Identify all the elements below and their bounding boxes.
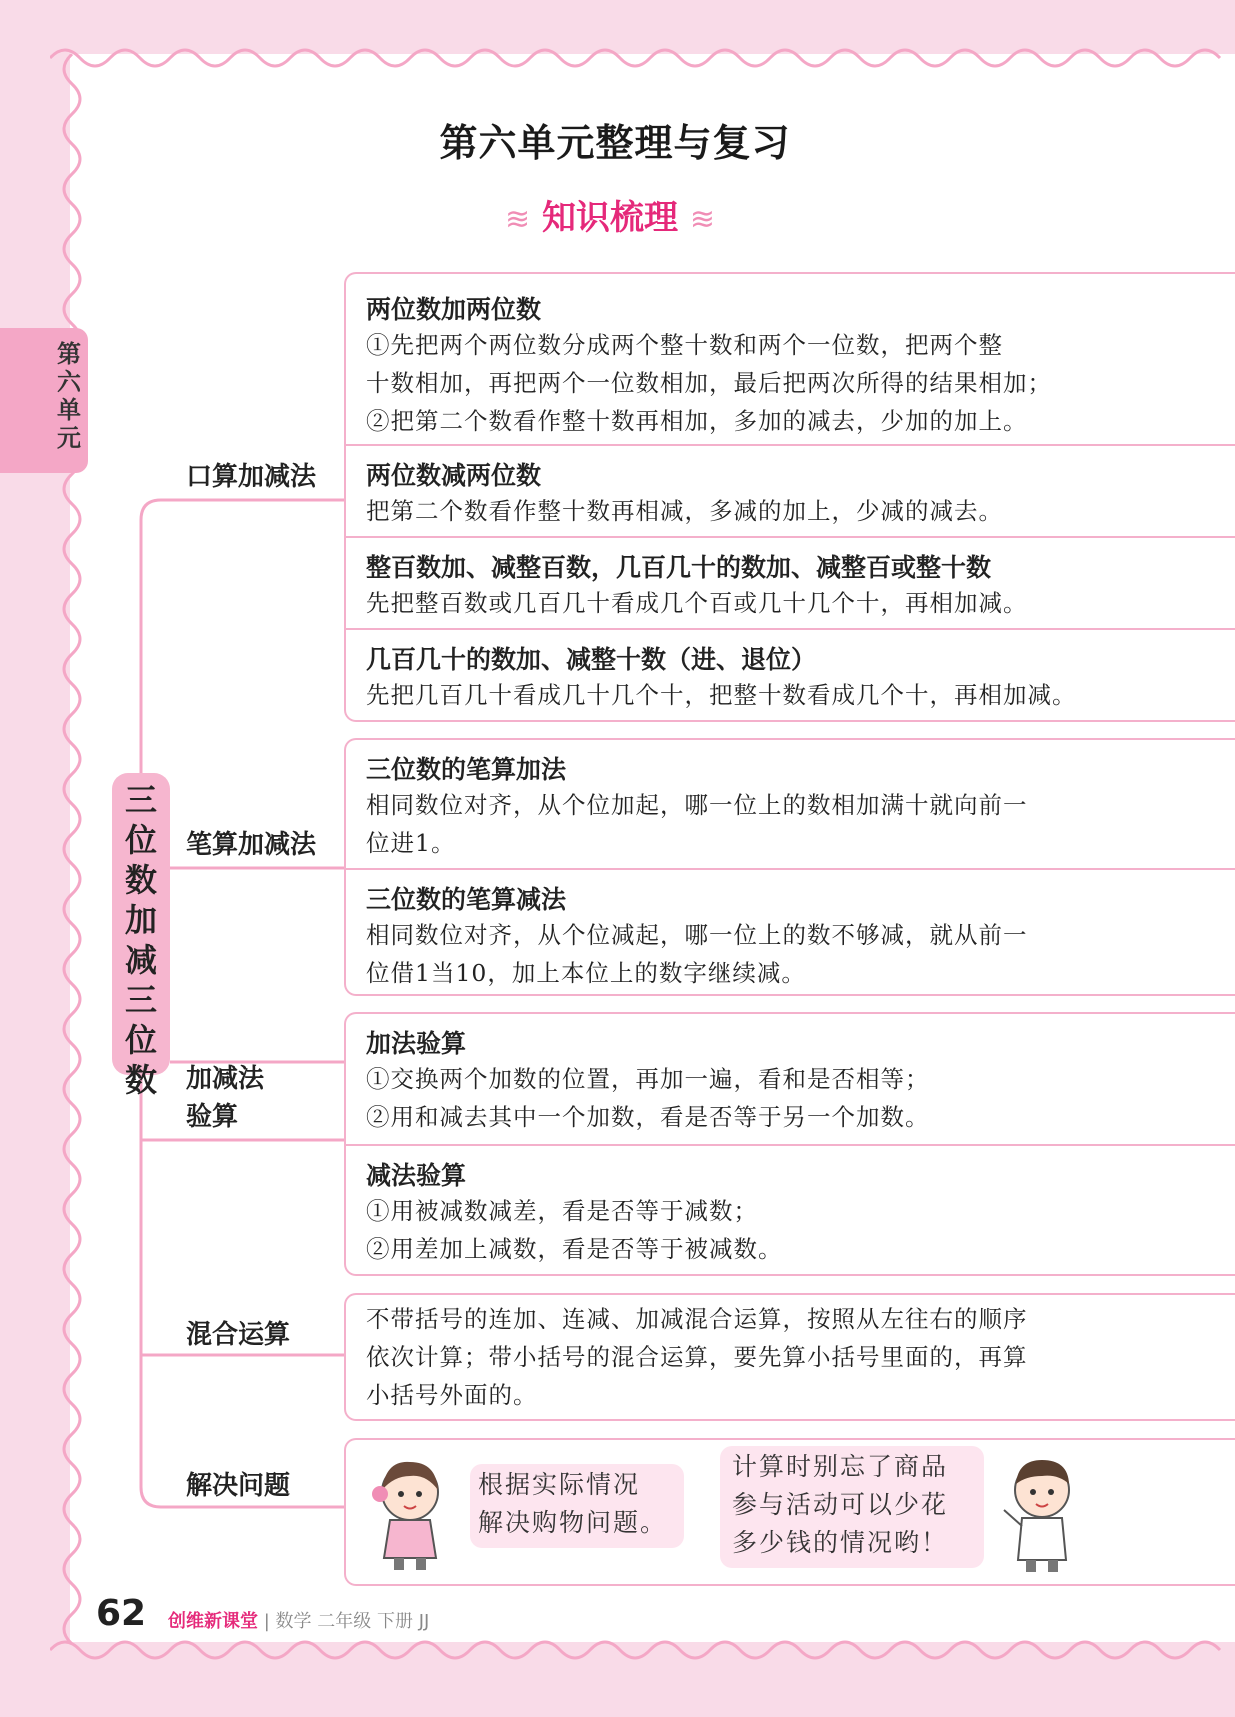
- oral-section-3: [346, 536, 1235, 630]
- text-line: ①先把两个两位数分成两个整十数和两个一位数，把两个整: [366, 331, 1003, 359]
- text-line: 解决购物问题。: [478, 1508, 668, 1537]
- text-line: ②用和减去其中一个加数，看是否等于另一个加数。: [366, 1103, 930, 1131]
- wave-deco-left-icon: ≋: [505, 202, 531, 237]
- text-line: 位进1。: [366, 829, 456, 857]
- text-line: ②把第二个数看作整十数再相加，多加的减去，少加的加上。: [366, 407, 1028, 435]
- oral-section-3-text: [366, 584, 1226, 622]
- check-section-1: [346, 1014, 1235, 1144]
- root-topic-label: 三位数加减三位数: [124, 781, 157, 1099]
- category-written: 笔算加减法: [186, 830, 317, 860]
- page-title: 第六单元整理与复习: [439, 121, 791, 165]
- footer-info: [168, 1607, 429, 1633]
- oral-section-4: [346, 628, 1235, 722]
- girl-speech-bubble: [470, 1464, 684, 1548]
- wave-deco-right-icon: ≋: [689, 202, 715, 237]
- oral-section-1: [346, 274, 1235, 444]
- category-mixed: 混合运算: [186, 1320, 291, 1350]
- written-section-2-title: 三位数的笔算减法: [366, 885, 567, 914]
- written-section-2: [346, 868, 1235, 996]
- boy-illustration: [996, 1452, 1086, 1576]
- text-line: ②用差加上减数，看是否等于被减数。: [366, 1235, 783, 1263]
- written-section-1: [346, 740, 1235, 868]
- category-check-line1: 加减法: [186, 1064, 265, 1094]
- footer-divider: |: [263, 1611, 276, 1632]
- oral-section-2-title: 两位数减两位数: [366, 461, 542, 490]
- oral-section-4-text: [366, 676, 1226, 714]
- mixed-operations-text: [366, 1300, 1226, 1414]
- check-section-2: [346, 1144, 1235, 1276]
- check-section-1-text: [366, 1060, 1226, 1136]
- check-section-1-title: 加法验算: [366, 1029, 467, 1058]
- unit-side-tab-label: 第六单元: [57, 340, 81, 452]
- written-methods-box: [344, 738, 1235, 996]
- oral-section-2-text: [366, 492, 1226, 530]
- text-line: 把第二个数看作整十数再相减，多减的加上，少减的减去。: [366, 497, 1003, 525]
- text-line: 相同数位对齐，从个位减起，哪一位上的数不够减，就从前一: [366, 921, 1028, 949]
- check-section-2-title: 减法验算: [366, 1161, 467, 1190]
- problem-solving-box: [344, 1438, 1235, 1586]
- text-line: 根据实际情况: [478, 1470, 641, 1499]
- text-line: 依次计算；带小括号的混合运算，要先算小括号里面的，再算: [366, 1343, 1028, 1371]
- subtitle-text: 知识梳理: [542, 198, 678, 238]
- text-line: 十数相加，再把两个一位数相加，最后把两次所得的结果相加；: [366, 369, 1052, 397]
- text-line: 多少钱的情况哟！: [732, 1528, 949, 1557]
- oral-section-1-title: 两位数加两位数: [366, 295, 542, 324]
- text-line: 先把整百数或几百几十看成几个百或几十几个十，再相加减。: [366, 589, 1028, 617]
- written-section-1-text: [366, 786, 1226, 862]
- written-section-2-text: [366, 916, 1226, 992]
- text-line: 位借1当10，加上本位上的数字继续减。: [366, 959, 806, 987]
- text-line: 先把几百几十看成几十几个十，把整十数看成几个十，再相加减。: [366, 681, 1077, 709]
- written-section-1-title: 三位数的笔算加法: [366, 755, 567, 784]
- verification-box: [344, 1012, 1235, 1276]
- oral-section-1-text: [366, 326, 1226, 440]
- girl-illustration: [366, 1454, 456, 1574]
- category-oral: 口算加减法: [186, 462, 317, 492]
- text-line: 相同数位对齐，从个位加起，哪一位上的数相加满十就向前一: [366, 791, 1028, 819]
- oral-methods-box: [344, 272, 1235, 722]
- text-line: 小括号外面的。: [366, 1381, 538, 1409]
- text-line: ①交换两个加数的位置，再加一遍，看和是否相等；: [366, 1065, 930, 1093]
- footer-book-info: 数学 二年级 下册 JJ: [275, 1611, 430, 1632]
- text-line: ①用被减数减差，看是否等于减数；: [366, 1197, 758, 1225]
- check-section-2-text: [366, 1192, 1226, 1268]
- boy-speech-bubble: [720, 1446, 984, 1568]
- category-check-line2: 验算: [186, 1102, 239, 1132]
- text-line: 计算时别忘了商品: [732, 1452, 949, 1481]
- text-line: 参与活动可以少花: [732, 1490, 949, 1519]
- text-line: 不带括号的连加、连减、加减混合运算，按照从左往右的顺序: [366, 1305, 1028, 1333]
- mixed-operations-box: [344, 1293, 1235, 1421]
- oral-section-2: [346, 444, 1235, 538]
- page-number: 62: [96, 1593, 147, 1634]
- category-solve: 解决问题: [186, 1471, 291, 1501]
- footer-brand: 创维新课堂: [168, 1611, 258, 1632]
- oral-section-4-title: 几百几十的数加、减整十数（进、退位）: [366, 645, 817, 674]
- oral-section-3-title: 整百数加、减整百数，几百几十的数加、减整百或整十数: [366, 553, 992, 582]
